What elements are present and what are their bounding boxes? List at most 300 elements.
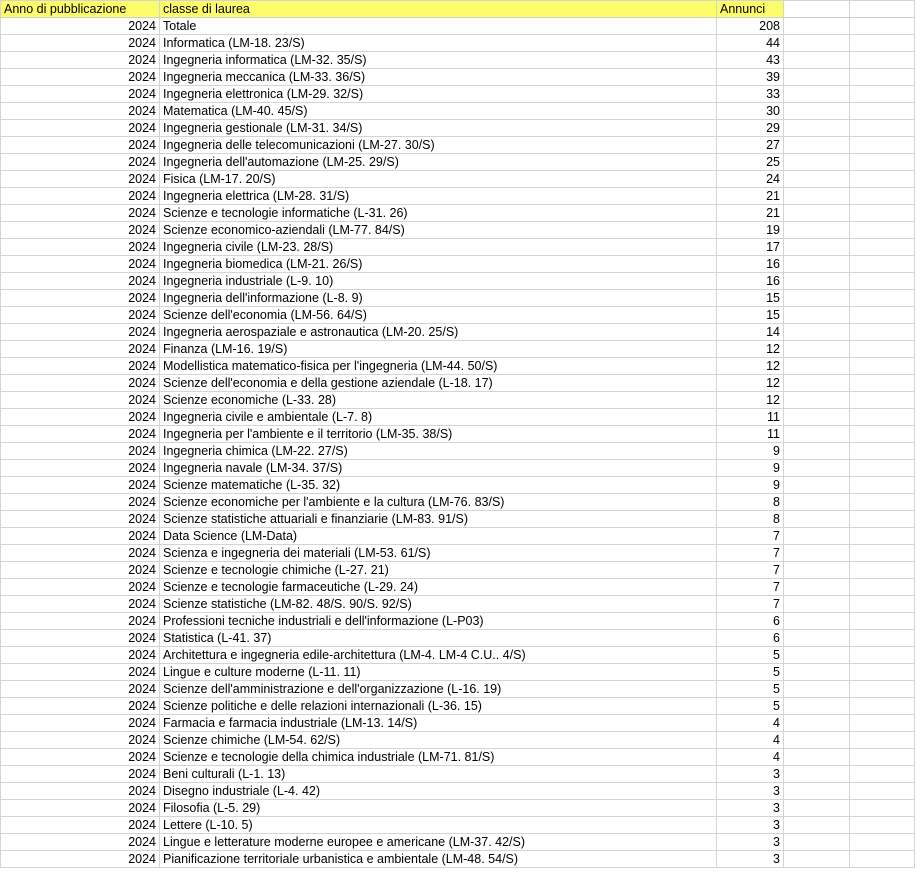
table-row: [1, 154, 915, 171]
cell-year[interactable]: 2024: [1, 800, 160, 817]
cell-class[interactable]: Matematica (LM-40. 45/S): [160, 103, 717, 120]
empty-cell[interactable]: [784, 562, 850, 579]
empty-cell[interactable]: [784, 477, 850, 494]
empty-cell[interactable]: [850, 664, 915, 681]
table-row: [1, 494, 915, 511]
empty-cell[interactable]: [850, 800, 915, 817]
cell-class[interactable]: Scienze chimiche (LM-54. 62/S): [160, 732, 717, 749]
empty-cell[interactable]: [850, 426, 915, 443]
cell-year[interactable]: 2024: [1, 290, 160, 307]
empty-cell[interactable]: [784, 205, 850, 222]
empty-cell[interactable]: [784, 307, 850, 324]
empty-cell[interactable]: [850, 341, 915, 358]
empty-cell[interactable]: [784, 834, 850, 851]
cell-count[interactable]: 39: [717, 69, 784, 86]
cell-count[interactable]: 12: [717, 341, 784, 358]
empty-cell[interactable]: [850, 358, 915, 375]
empty-cell[interactable]: [784, 715, 850, 732]
cell-class[interactable]: Scienze dell'economia (LM-56. 64/S): [160, 307, 717, 324]
cell-count[interactable]: 6: [717, 630, 784, 647]
cell-year[interactable]: 2024: [1, 715, 160, 732]
empty-cell[interactable]: [784, 358, 850, 375]
empty-cell[interactable]: [850, 443, 915, 460]
empty-cell[interactable]: [850, 545, 915, 562]
cell-year[interactable]: 2024: [1, 273, 160, 290]
table-row: [1, 545, 915, 562]
cell-count[interactable]: 15: [717, 290, 784, 307]
table-row: [1, 681, 915, 698]
cell-year[interactable]: 2024: [1, 494, 160, 511]
empty-cell[interactable]: [784, 52, 850, 69]
cell-class[interactable]: Ingegneria informatica (LM-32. 35/S): [160, 52, 717, 69]
cell-class[interactable]: Beni culturali (L-1. 13): [160, 766, 717, 783]
empty-cell[interactable]: [784, 817, 850, 834]
empty-cell[interactable]: [784, 375, 850, 392]
cell-class[interactable]: Lingue e letterature moderne europee e americane (LM-37. 42/S): [160, 834, 717, 851]
cell-year[interactable]: 2024: [1, 817, 160, 834]
table-row: [1, 800, 915, 817]
cell-count[interactable]: 3: [717, 817, 784, 834]
cell-year[interactable]: 2024: [1, 681, 160, 698]
table-row: [1, 52, 915, 69]
empty-cell[interactable]: [850, 1, 915, 18]
cell-count[interactable]: 27: [717, 137, 784, 154]
empty-cell[interactable]: [850, 375, 915, 392]
cell-class[interactable]: Scienze statistiche (LM-82. 48/S. 90/S. 92/S): [160, 596, 717, 613]
cell-count[interactable]: 6: [717, 613, 784, 630]
cell-count[interactable]: 16: [717, 273, 784, 290]
empty-cell[interactable]: [850, 171, 915, 188]
empty-cell[interactable]: [784, 732, 850, 749]
empty-cell[interactable]: [784, 171, 850, 188]
cell-class[interactable]: Scienze e tecnologie chimiche (L-27. 21): [160, 562, 717, 579]
table-row: [1, 630, 915, 647]
table-row: [1, 69, 915, 86]
cell-year[interactable]: 2024: [1, 256, 160, 273]
header-row: [1, 1, 915, 18]
empty-cell[interactable]: [850, 239, 915, 256]
empty-cell[interactable]: [784, 392, 850, 409]
table-row: [1, 120, 915, 137]
cell-year[interactable]: 2024: [1, 52, 160, 69]
empty-cell[interactable]: [784, 698, 850, 715]
empty-cell[interactable]: [784, 426, 850, 443]
empty-cell[interactable]: [784, 341, 850, 358]
cell-class[interactable]: Ingegneria civile e ambientale (L-7. 8): [160, 409, 717, 426]
cell-count[interactable]: 30: [717, 103, 784, 120]
cell-year[interactable]: 2024: [1, 137, 160, 154]
empty-cell[interactable]: [850, 222, 915, 239]
cell-class[interactable]: Ingegneria per l'ambiente e il territorio (LM-35. 38/S): [160, 426, 717, 443]
empty-cell[interactable]: [850, 35, 915, 52]
table-row: [1, 698, 915, 715]
empty-cell[interactable]: [784, 630, 850, 647]
cell-class[interactable]: Ingegneria dell'automazione (LM-25. 29/S): [160, 154, 717, 171]
cell-count[interactable]: 8: [717, 511, 784, 528]
empty-cell[interactable]: [784, 851, 850, 868]
empty-cell[interactable]: [850, 562, 915, 579]
empty-cell[interactable]: [850, 732, 915, 749]
cell-year[interactable]: 2024: [1, 630, 160, 647]
cell-year[interactable]: 2024: [1, 35, 160, 52]
cell-count[interactable]: 11: [717, 409, 784, 426]
empty-cell[interactable]: [784, 528, 850, 545]
empty-cell[interactable]: [784, 222, 850, 239]
empty-cell[interactable]: [850, 817, 915, 834]
cell-class[interactable]: Statistica (L-41. 37): [160, 630, 717, 647]
table-row: [1, 783, 915, 800]
cell-class[interactable]: Ingegneria navale (LM-34. 37/S): [160, 460, 717, 477]
empty-cell[interactable]: [784, 188, 850, 205]
cell-year[interactable]: 2024: [1, 120, 160, 137]
empty-cell[interactable]: [850, 834, 915, 851]
cell-count[interactable]: 21: [717, 205, 784, 222]
table-row: [1, 188, 915, 205]
cell-year[interactable]: 2024: [1, 239, 160, 256]
empty-cell[interactable]: [850, 188, 915, 205]
cell-year[interactable]: 2024: [1, 18, 160, 35]
cell-class[interactable]: Scienza e ingegneria dei materiali (LM-53. 61/S): [160, 545, 717, 562]
header-cell-year[interactable]: Anno di pubblicazione: [1, 1, 160, 18]
cell-class[interactable]: Ingegneria elettronica (LM-29. 32/S): [160, 86, 717, 103]
cell-count[interactable]: 7: [717, 562, 784, 579]
table-row: [1, 392, 915, 409]
cell-class[interactable]: Ingegneria elettrica (LM-28. 31/S): [160, 188, 717, 205]
empty-cell[interactable]: [850, 69, 915, 86]
cell-count[interactable]: 4: [717, 749, 784, 766]
cell-year[interactable]: 2024: [1, 307, 160, 324]
cell-year[interactable]: 2024: [1, 154, 160, 171]
cell-count[interactable]: 12: [717, 392, 784, 409]
cell-class[interactable]: Lettere (L-10. 5): [160, 817, 717, 834]
empty-cell[interactable]: [784, 290, 850, 307]
cell-count[interactable]: 8: [717, 494, 784, 511]
table-row: [1, 137, 915, 154]
table-row: [1, 460, 915, 477]
empty-cell[interactable]: [850, 154, 915, 171]
cell-year[interactable]: 2024: [1, 647, 160, 664]
empty-cell[interactable]: [850, 205, 915, 222]
cell-year[interactable]: 2024: [1, 69, 160, 86]
cell-count[interactable]: 3: [717, 766, 784, 783]
table-row: [1, 205, 915, 222]
cell-count[interactable]: 9: [717, 460, 784, 477]
cell-count[interactable]: 19: [717, 222, 784, 239]
cell-count[interactable]: 11: [717, 426, 784, 443]
table-row: [1, 443, 915, 460]
cell-count[interactable]: 33: [717, 86, 784, 103]
cell-count[interactable]: 21: [717, 188, 784, 205]
empty-cell[interactable]: [850, 324, 915, 341]
empty-cell[interactable]: [784, 647, 850, 664]
table-row: [1, 647, 915, 664]
empty-cell[interactable]: [784, 256, 850, 273]
cell-class[interactable]: Modellistica matematico-fisica per l'ingegneria (LM-44. 50/S): [160, 358, 717, 375]
cell-class[interactable]: Pianificazione territoriale urbanistica e ambientale (LM-48. 54/S): [160, 851, 717, 868]
header-cell-count[interactable]: Annunci: [717, 1, 784, 18]
empty-cell[interactable]: [784, 681, 850, 698]
cell-class[interactable]: Ingegneria chimica (LM-22. 27/S): [160, 443, 717, 460]
cell-class[interactable]: Lingue e culture moderne (L-11. 11): [160, 664, 717, 681]
cell-year[interactable]: 2024: [1, 222, 160, 239]
empty-cell[interactable]: [784, 443, 850, 460]
empty-cell[interactable]: [784, 1, 850, 18]
empty-cell[interactable]: [784, 120, 850, 137]
cell-year[interactable]: 2024: [1, 188, 160, 205]
empty-cell[interactable]: [784, 409, 850, 426]
table-row: [1, 171, 915, 188]
cell-class[interactable]: Ingegneria dell'informazione (L-8. 9): [160, 290, 717, 307]
cell-class[interactable]: Ingegneria civile (LM-23. 28/S): [160, 239, 717, 256]
table-row: [1, 273, 915, 290]
table-row: [1, 426, 915, 443]
empty-cell[interactable]: [850, 579, 915, 596]
cell-year[interactable]: 2024: [1, 766, 160, 783]
table-row: [1, 579, 915, 596]
empty-cell[interactable]: [784, 494, 850, 511]
empty-cell[interactable]: [784, 460, 850, 477]
cell-count[interactable]: 3: [717, 783, 784, 800]
cell-class[interactable]: Scienze dell'economia e della gestione aziendale (L-18. 17): [160, 375, 717, 392]
empty-cell[interactable]: [850, 86, 915, 103]
table-row: [1, 528, 915, 545]
cell-class[interactable]: Scienze economiche (L-33. 28): [160, 392, 717, 409]
cell-year[interactable]: 2024: [1, 596, 160, 613]
cell-count[interactable]: 4: [717, 732, 784, 749]
cell-class[interactable]: Scienze economico-aziendali (LM-77. 84/S): [160, 222, 717, 239]
cell-count[interactable]: 3: [717, 800, 784, 817]
cell-count[interactable]: 17: [717, 239, 784, 256]
empty-cell[interactable]: [784, 86, 850, 103]
table-row: [1, 732, 915, 749]
cell-year[interactable]: 2024: [1, 86, 160, 103]
cell-class[interactable]: Scienze economiche per l'ambiente e la cultura (LM-76. 83/S): [160, 494, 717, 511]
cell-class[interactable]: Fisica (LM-17. 20/S): [160, 171, 717, 188]
empty-cell[interactable]: [784, 18, 850, 35]
empty-cell[interactable]: [784, 783, 850, 800]
empty-cell[interactable]: [784, 766, 850, 783]
empty-cell[interactable]: [850, 103, 915, 120]
cell-count[interactable]: 5: [717, 681, 784, 698]
cell-year[interactable]: 2024: [1, 732, 160, 749]
cell-class[interactable]: Disegno industriale (L-4. 42): [160, 783, 717, 800]
empty-cell[interactable]: [784, 69, 850, 86]
empty-cell[interactable]: [850, 460, 915, 477]
cell-year[interactable]: 2024: [1, 783, 160, 800]
cell-year[interactable]: 2024: [1, 375, 160, 392]
cell-class[interactable]: Professioni tecniche industriali e dell'informazione (L-P03): [160, 613, 717, 630]
empty-cell[interactable]: [850, 851, 915, 868]
table-row: [1, 664, 915, 681]
empty-cell[interactable]: [784, 800, 850, 817]
cell-count[interactable]: 12: [717, 358, 784, 375]
empty-cell[interactable]: [850, 511, 915, 528]
empty-cell[interactable]: [784, 749, 850, 766]
cell-count[interactable]: 7: [717, 579, 784, 596]
cell-class[interactable]: Scienze e tecnologie farmaceutiche (L-29. 24): [160, 579, 717, 596]
cell-class[interactable]: Ingegneria delle telecomunicazioni (LM-27. 30/S): [160, 137, 717, 154]
cell-count[interactable]: 12: [717, 375, 784, 392]
cell-class[interactable]: Informatica (LM-18. 23/S): [160, 35, 717, 52]
empty-cell[interactable]: [850, 307, 915, 324]
cell-class[interactable]: Ingegneria gestionale (LM-31. 34/S): [160, 120, 717, 137]
cell-year[interactable]: 2024: [1, 477, 160, 494]
table-row: [1, 256, 915, 273]
cell-class[interactable]: Finanza (LM-16. 19/S): [160, 341, 717, 358]
cell-class[interactable]: Farmacia e farmacia industriale (LM-13. 14/S): [160, 715, 717, 732]
cell-class[interactable]: Scienze e tecnologie informatiche (L-31. 26): [160, 205, 717, 222]
cell-count[interactable]: 24: [717, 171, 784, 188]
empty-cell[interactable]: [850, 273, 915, 290]
cell-year[interactable]: 2024: [1, 205, 160, 222]
cell-year[interactable]: 2024: [1, 341, 160, 358]
cell-year[interactable]: 2024: [1, 834, 160, 851]
cell-class[interactable]: Totale: [160, 18, 717, 35]
empty-cell[interactable]: [850, 528, 915, 545]
cell-count[interactable]: 7: [717, 545, 784, 562]
cell-count[interactable]: 3: [717, 851, 784, 868]
cell-count[interactable]: 5: [717, 664, 784, 681]
empty-cell[interactable]: [850, 52, 915, 69]
cell-year[interactable]: 2024: [1, 698, 160, 715]
empty-cell[interactable]: [850, 290, 915, 307]
cell-count[interactable]: 16: [717, 256, 784, 273]
cell-year[interactable]: 2024: [1, 392, 160, 409]
cell-count[interactable]: 14: [717, 324, 784, 341]
empty-cell[interactable]: [784, 596, 850, 613]
empty-cell[interactable]: [850, 494, 915, 511]
sheet-body: [1, 1, 915, 868]
cell-count[interactable]: 3: [717, 834, 784, 851]
cell-class[interactable]: Ingegneria aerospaziale e astronautica (LM-20. 25/S): [160, 324, 717, 341]
cell-count[interactable]: 25: [717, 154, 784, 171]
table-row: [1, 86, 915, 103]
table-row: [1, 290, 915, 307]
table-row: [1, 375, 915, 392]
table-row: [1, 103, 915, 120]
cell-year[interactable]: 2024: [1, 443, 160, 460]
cell-class[interactable]: Scienze statistiche attuariali e finanziarie (LM-83. 91/S): [160, 511, 717, 528]
table-row: [1, 511, 915, 528]
empty-cell[interactable]: [784, 239, 850, 256]
cell-year[interactable]: 2024: [1, 851, 160, 868]
cell-class[interactable]: Architettura e ingegneria edile-architettura (LM-4. LM-4 C.U.. 4/S): [160, 647, 717, 664]
empty-cell[interactable]: [784, 613, 850, 630]
table-row: [1, 324, 915, 341]
empty-cell[interactable]: [850, 647, 915, 664]
cell-year[interactable]: 2024: [1, 664, 160, 681]
cell-year[interactable]: 2024: [1, 358, 160, 375]
table-row: [1, 562, 915, 579]
empty-cell[interactable]: [850, 613, 915, 630]
empty-cell[interactable]: [784, 511, 850, 528]
table-row: [1, 341, 915, 358]
empty-cell[interactable]: [850, 392, 915, 409]
empty-cell[interactable]: [784, 579, 850, 596]
table-row: [1, 766, 915, 783]
cell-year[interactable]: 2024: [1, 324, 160, 341]
empty-cell[interactable]: [850, 477, 915, 494]
cell-count[interactable]: 9: [717, 443, 784, 460]
cell-count[interactable]: 5: [717, 647, 784, 664]
cell-year[interactable]: 2024: [1, 426, 160, 443]
empty-cell[interactable]: [784, 137, 850, 154]
table-row: [1, 817, 915, 834]
empty-cell[interactable]: [850, 766, 915, 783]
cell-year[interactable]: 2024: [1, 562, 160, 579]
table-row: [1, 715, 915, 732]
cell-count[interactable]: 5: [717, 698, 784, 715]
table-row: [1, 222, 915, 239]
cell-year[interactable]: 2024: [1, 545, 160, 562]
table-row: [1, 35, 915, 52]
cell-year[interactable]: 2024: [1, 460, 160, 477]
table-row: [1, 834, 915, 851]
cell-class[interactable]: Scienze dell'amministrazione e dell'organizzazione (L-16. 19): [160, 681, 717, 698]
empty-cell[interactable]: [850, 409, 915, 426]
empty-cell[interactable]: [784, 103, 850, 120]
cell-count[interactable]: 208: [717, 18, 784, 35]
empty-cell[interactable]: [784, 545, 850, 562]
cell-year[interactable]: 2024: [1, 103, 160, 120]
cell-year[interactable]: 2024: [1, 613, 160, 630]
cell-count[interactable]: 43: [717, 52, 784, 69]
empty-cell[interactable]: [850, 256, 915, 273]
cell-count[interactable]: 7: [717, 596, 784, 613]
cell-class[interactable]: Scienze matematiche (L-35. 32): [160, 477, 717, 494]
empty-cell[interactable]: [850, 120, 915, 137]
cell-count[interactable]: 44: [717, 35, 784, 52]
cell-class[interactable]: Data Science (LM-Data): [160, 528, 717, 545]
cell-class[interactable]: Scienze politiche e delle relazioni internazionali (L-36. 15): [160, 698, 717, 715]
empty-cell[interactable]: [850, 698, 915, 715]
cell-year[interactable]: 2024: [1, 511, 160, 528]
cell-year[interactable]: 2024: [1, 749, 160, 766]
empty-cell[interactable]: [784, 664, 850, 681]
cell-count[interactable]: 7: [717, 528, 784, 545]
cell-class[interactable]: Filosofia (L-5. 29): [160, 800, 717, 817]
cell-class[interactable]: Scienze e tecnologie della chimica industriale (LM-71. 81/S): [160, 749, 717, 766]
empty-cell[interactable]: [850, 715, 915, 732]
cell-class[interactable]: Ingegneria meccanica (LM-33. 36/S): [160, 69, 717, 86]
cell-count[interactable]: 29: [717, 120, 784, 137]
cell-class[interactable]: Ingegneria industriale (L-9. 10): [160, 273, 717, 290]
empty-cell[interactable]: [784, 154, 850, 171]
empty-cell[interactable]: [784, 273, 850, 290]
empty-cell[interactable]: [850, 596, 915, 613]
cell-count[interactable]: 15: [717, 307, 784, 324]
cell-year[interactable]: 2024: [1, 171, 160, 188]
header-cell-class[interactable]: classe di laurea: [160, 1, 717, 18]
empty-cell[interactable]: [784, 35, 850, 52]
cell-class[interactable]: Ingegneria biomedica (LM-21. 26/S): [160, 256, 717, 273]
cell-count[interactable]: 9: [717, 477, 784, 494]
empty-cell[interactable]: [850, 137, 915, 154]
empty-cell[interactable]: [850, 783, 915, 800]
cell-count[interactable]: 4: [717, 715, 784, 732]
cell-year[interactable]: 2024: [1, 409, 160, 426]
cell-year[interactable]: 2024: [1, 528, 160, 545]
table-row: [1, 409, 915, 426]
empty-cell[interactable]: [850, 749, 915, 766]
empty-cell[interactable]: [850, 630, 915, 647]
table-row: [1, 851, 915, 868]
cell-year[interactable]: 2024: [1, 579, 160, 596]
empty-cell[interactable]: [850, 18, 915, 35]
table-row: [1, 239, 915, 256]
empty-cell[interactable]: [784, 324, 850, 341]
empty-cell[interactable]: [850, 681, 915, 698]
